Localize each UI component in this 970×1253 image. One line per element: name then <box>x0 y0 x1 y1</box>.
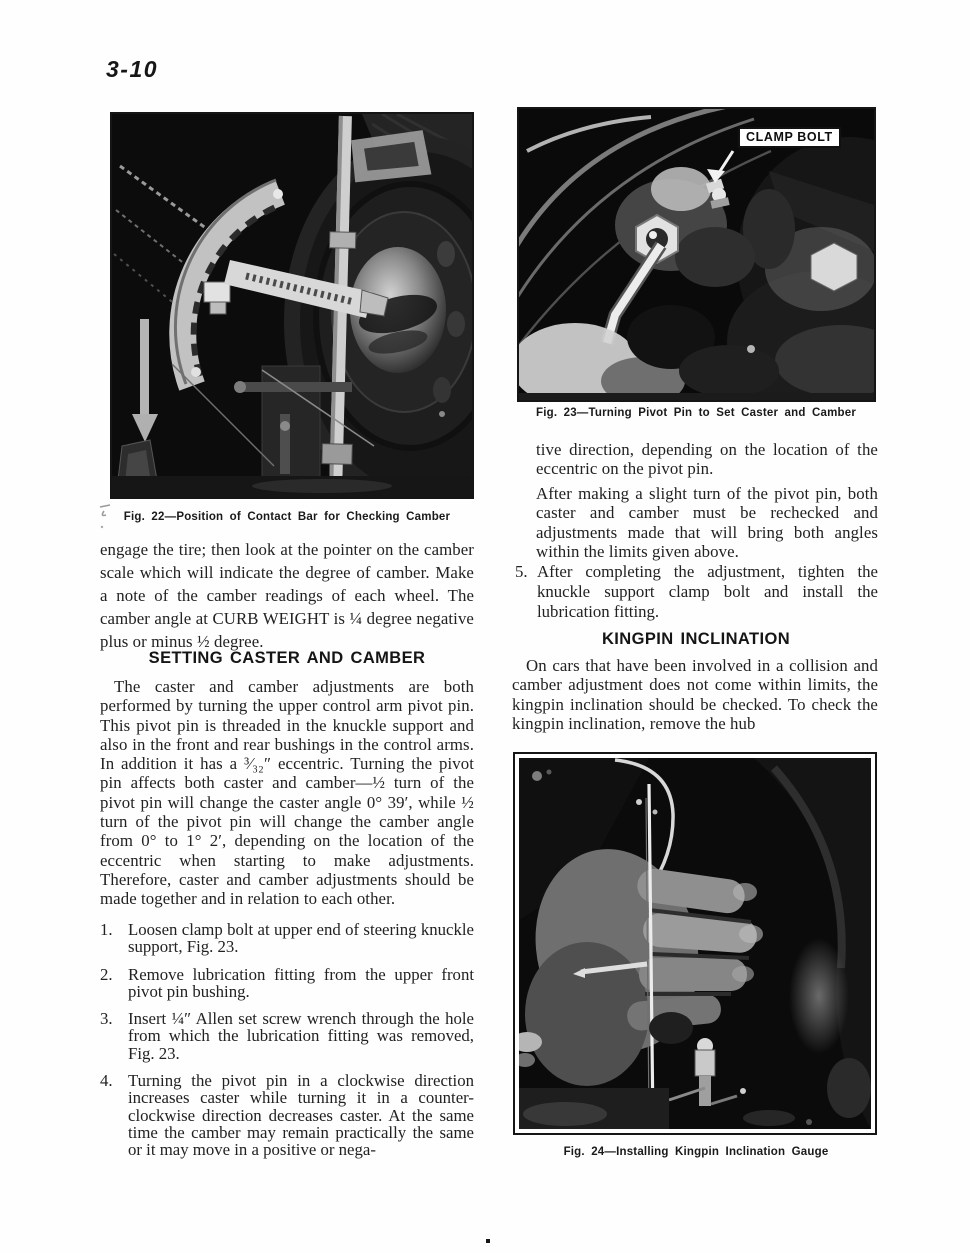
step-number: 3. <box>100 1009 113 1029</box>
step-number: 2. <box>100 964 113 984</box>
figure-23-photo <box>517 107 876 402</box>
step-item-2 <box>98 966 474 1001</box>
paragraph-recheck-angles: After making a slight turn of the pivot pin, both caster and camber must be rechecked and adjustments made that will bring both angles within the limits given above. <box>536 484 878 561</box>
step-text: Remove lubrication fitting from the upper front pivot pin bushing. <box>128 964 474 1001</box>
procedure-step-5 <box>513 562 878 632</box>
figure-23-image <box>519 109 874 400</box>
page-footer-dot <box>486 1239 490 1243</box>
paragraph-negative-direction: tive direction, depending on the location of the eccentric on the pivot pin. <box>536 440 878 478</box>
paragraph-caster-camber-intro: The caster and camber adjustments are both performed by turning the upper control arm pivot pin. This pivot pin is threaded in the knuckle support and also in the front and rear bushings in the control arms. In addition it has a ³⁄₃₂″ eccentric. Turning the pivot pin affects both caster and camber—½ turn of the pivot pin will change the caster angle 0° 39′, while ½ turn of the pivot pin will change the camber angle from 0° to 1° 2′, depending on the location of the eccentric when starting to make adjustments. Therefore, caster and camber adjustments should be made together and in relation to each other. <box>100 677 474 909</box>
step-text: Turning the pivot pin in a clockwise direction increases caster while turning it in a counter-clockwise direction decreases caster. At the same time the camber may remain practically the same or it may move in a positive or nega- <box>128 1071 474 1160</box>
heading-kingpin-inclination: KINGPIN INCLINATION <box>601 630 791 648</box>
step-number: 5. <box>515 562 528 581</box>
figure-22-caption: Fig. 22—Position of Contact Bar for Checking Camber <box>123 511 451 523</box>
step-item-4 <box>98 1072 474 1158</box>
figure-24-image <box>519 758 871 1129</box>
step-item-5 <box>513 562 878 622</box>
figure-24-photo <box>513 752 877 1135</box>
clamp-bolt-callout-label: CLAMP BOLT <box>738 127 841 148</box>
figure-22-photo <box>110 112 474 499</box>
heading-setting-caster-and-camber: SETTING CASTER AND CAMBER <box>148 649 426 667</box>
figure-23-caption: Fig. 23—Turning Pivot Pin to Set Caster and Camber <box>535 407 857 419</box>
procedure-steps-1-4 <box>98 921 474 1169</box>
step-number: 4. <box>100 1071 113 1091</box>
step-text: After completing the adjustment, tighten the knuckle support clamp bolt and install the lubrication fitting. <box>537 562 878 621</box>
figure-22-image <box>112 114 472 497</box>
page-number: 3-10 <box>106 56 159 82</box>
step-item-3 <box>98 1010 474 1062</box>
step-item-1 <box>98 921 474 956</box>
paragraph-camber-reading: engage the tire; then look at the pointer on the camber scale which will indicate the degree of camber. Make a note of the camber readings of each wheel. The camber angle at CURB WEIGHT is ¼ degree negative plus or minus ½ degree. <box>100 540 474 651</box>
figure-24-caption: Fig. 24—Installing Kingpin Inclination Gauge <box>563 1146 829 1158</box>
paragraph-kingpin-check: On cars that have been involved in a collision and camber adjustment does not come within limits, the kingpin inclination should be checked. To check the kingpin inclination, remove the hub <box>512 656 878 733</box>
step-text: Insert ¼″ Allen set screw wrench through the hole from which the lubrication fitting was removed, Fig. 23. <box>128 1009 474 1063</box>
step-text: Loosen clamp bolt at upper end of steering knuckle support, Fig. 23. <box>128 920 474 957</box>
step-number: 1. <box>100 920 113 939</box>
